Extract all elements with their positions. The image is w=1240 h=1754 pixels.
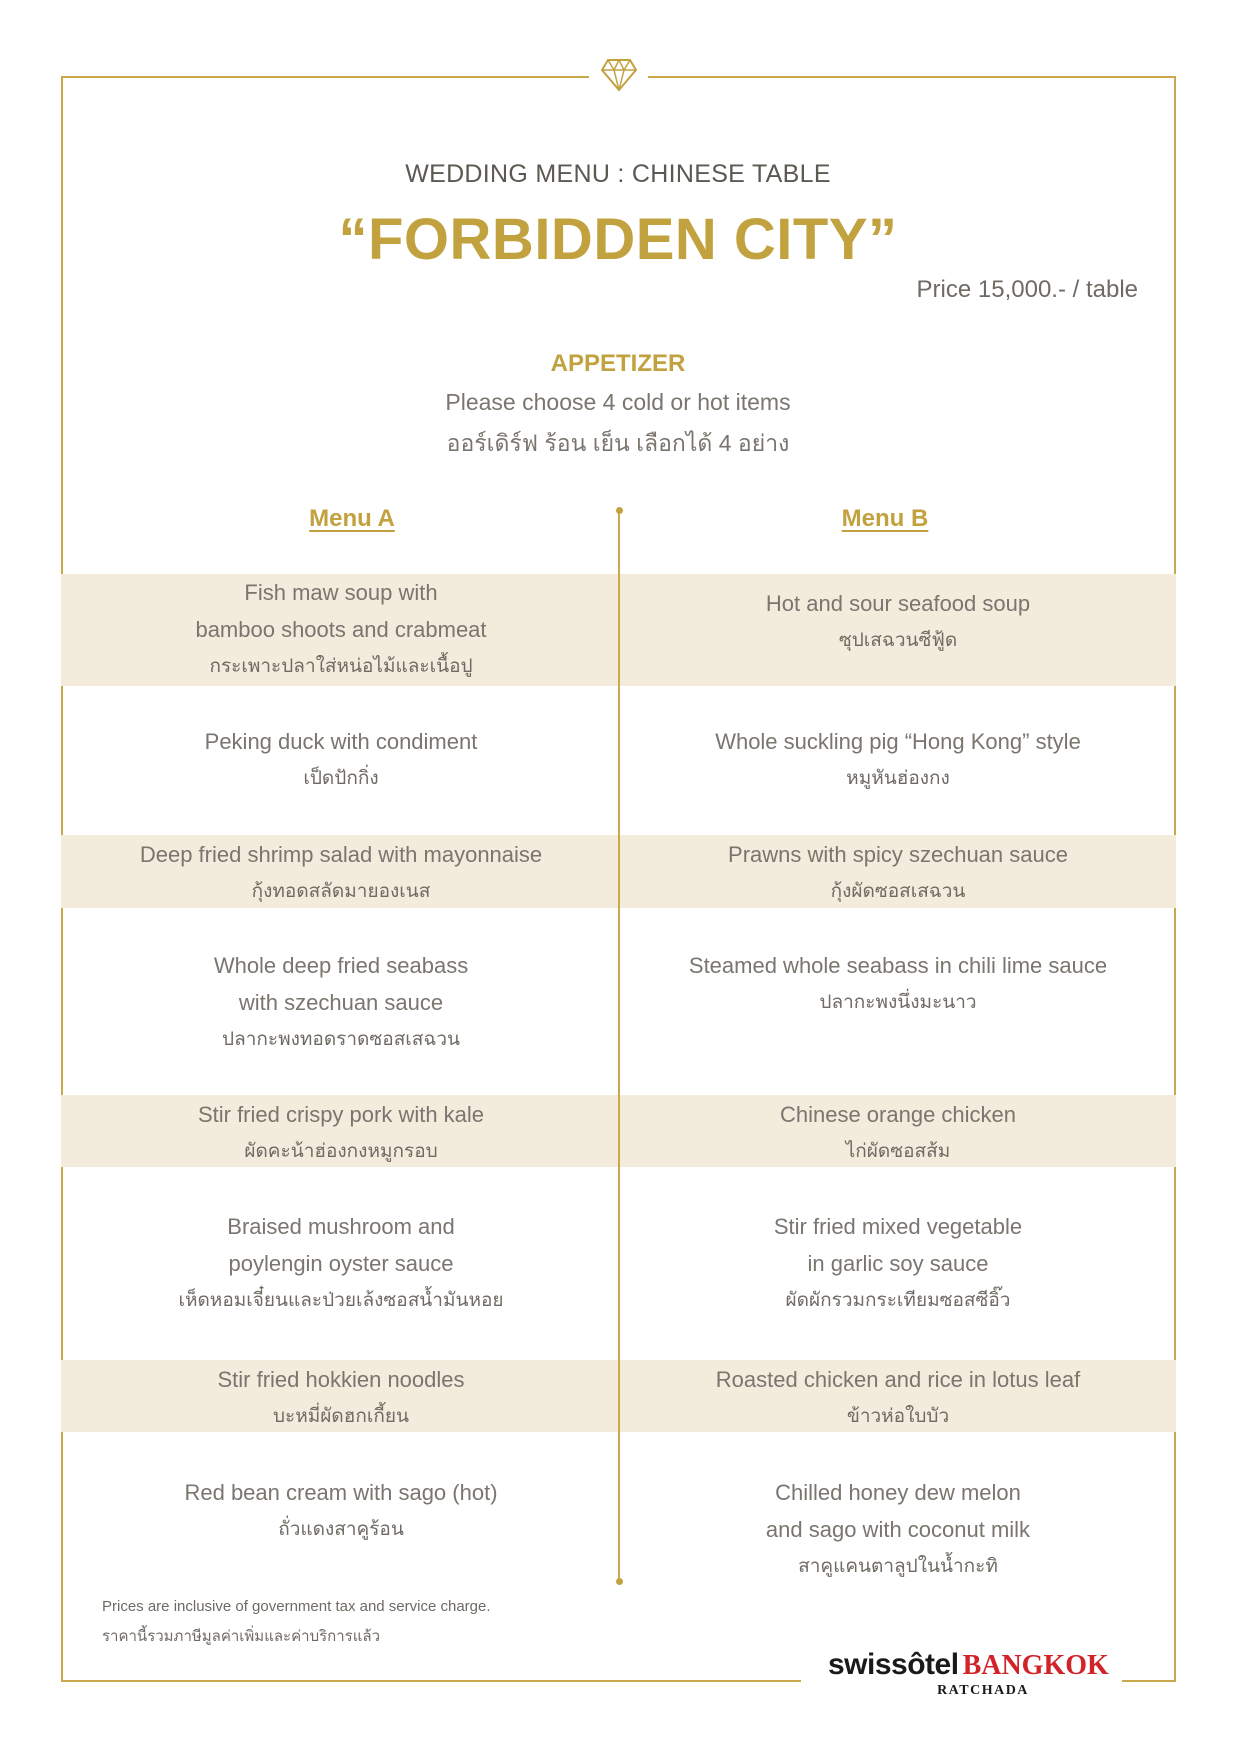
menu-b-item	[620, 1474, 1176, 1585]
menu-b-item	[620, 836, 1176, 910]
item-name-th: ปลากะพงนึ่งมะนาว	[819, 992, 977, 1013]
item-name-th: กระเพาะปลาใส่หน่อไม้และเนื้อปู	[209, 656, 473, 677]
item-name-th: ผัดคะน้าฮ่องกงหมูกรอบ	[244, 1141, 438, 1162]
item-name: Chilled honey dew melon	[775, 1480, 1021, 1505]
menu-a-item	[63, 1208, 619, 1319]
diamond-heart-icon	[599, 56, 639, 92]
item-name-line2: with szechuan sauce	[238, 990, 444, 1015]
menu-subtitle: WEDDING MENU : CHINESE TABLE	[405, 160, 831, 188]
hotel-logo	[828, 1648, 1118, 1682]
item-name: Peking duck with condiment	[204, 729, 478, 754]
frame-border-bottom-right	[1122, 1680, 1176, 1682]
item-name-th: ข้าวห่อใบบัว	[846, 1406, 950, 1427]
logo-location: RATCHADA	[937, 1683, 1029, 1698]
item-name-th: บะหมี่ผัดฮกเกี้ยน	[272, 1406, 409, 1427]
item-name: Stir fried hokkien noodles	[217, 1367, 465, 1392]
item-name: Whole deep fried seabass	[213, 953, 469, 978]
item-name: Braised mushroom and	[227, 1214, 455, 1239]
frame-border-top-left	[61, 76, 589, 78]
item-name-th: ไก่ผัดซอสส้ม	[845, 1141, 951, 1162]
menu-price: Price 15,000.- / table	[916, 276, 1138, 303]
item-name: Prawns with spicy szechuan sauce	[728, 842, 1068, 867]
item-name: Roasted chicken and rice in lotus leaf	[715, 1367, 1081, 1392]
item-name-line2: in garlic soy sauce	[807, 1251, 989, 1276]
frame-border-top-right	[648, 76, 1176, 78]
item-name-th: ผัดผักรวมกระเทียมซอสซีอิ๊ว	[785, 1290, 1011, 1311]
menu-b-heading: Menu B	[841, 505, 929, 532]
item-name-th: กุ้งผัดซอสเสฉวน	[830, 881, 966, 902]
item-name-th: เห็ดหอมเจี๋ยนและป่วยเล้งซอสน้ำมันหอย	[178, 1290, 504, 1311]
menu-b-item	[620, 585, 1176, 659]
menu-a-item	[63, 1096, 619, 1170]
menu-b-item	[620, 947, 1176, 1021]
item-name-line2: bamboo shoots and crabmeat	[195, 617, 487, 642]
item-name-line2: and sago with coconut milk	[765, 1517, 1031, 1542]
menu-title: “FORBIDDEN CITY”	[338, 207, 898, 272]
logo-city: BANGKOK	[962, 1650, 1109, 1681]
menu-b-item	[620, 1208, 1176, 1319]
menu-a-item	[63, 836, 619, 910]
menu-a-item	[63, 1361, 619, 1435]
item-name-line2: poylengin oyster sauce	[228, 1251, 454, 1276]
menu-b-item	[620, 1096, 1176, 1170]
divider-dot-top	[616, 507, 623, 514]
item-name: Stir fried mixed vegetable	[773, 1214, 1023, 1239]
frame-border-bottom-left	[61, 1680, 801, 1682]
item-name: Red bean cream with sago (hot)	[184, 1480, 498, 1505]
item-name: Stir fried crispy pork with kale	[197, 1102, 485, 1127]
item-name-th: ปลากะพงทอดราดซอสเสฉวน	[222, 1029, 460, 1050]
menu-a-item	[63, 574, 619, 685]
menu-b-item	[620, 723, 1176, 797]
item-name: Hot and sour seafood soup	[765, 591, 1031, 616]
section-title: APPETIZER	[550, 350, 686, 377]
item-name: Steamed whole seabass in chili lime sauce	[688, 953, 1108, 978]
footnote-th: ราคานี้รวมภาษีมูลค่าเพิ่มและค่าบริการแล้ว	[102, 1628, 380, 1645]
item-name-th: สาคูแคนตาลูปในน้ำกะทิ	[798, 1556, 998, 1577]
item-name: Deep fried shrimp salad with mayonnaise	[139, 842, 543, 867]
menu-a-item	[63, 947, 619, 1058]
item-name-th: กุ้งทอดสลัดมายองเนส	[251, 881, 431, 902]
item-name: Whole suckling pig “Hong Kong” style	[715, 729, 1081, 754]
item-name-th: หมูหันฮ่องกง	[846, 768, 950, 789]
menu-a-item	[63, 723, 619, 797]
item-name: Chinese orange chicken	[779, 1102, 1017, 1127]
menu-b-item	[620, 1361, 1176, 1435]
menu-a-item	[63, 1474, 619, 1548]
menu-a-heading: Menu A	[309, 505, 395, 532]
item-name-th: เป็ดปักกิ่ง	[303, 768, 379, 789]
logo-brand: swissôtel	[828, 1648, 959, 1681]
item-name-th: ถั่วแดงสาคูร้อน	[278, 1519, 404, 1540]
section-instruction-en: Please choose 4 cold or hot items	[445, 389, 791, 415]
footnote-en: Prices are inclusive of government tax and service charge.	[102, 1598, 491, 1615]
item-name: Fish maw soup with	[244, 580, 438, 605]
section-instruction-th: ออร์เดิร์ฟ ร้อน เย็น เลือกได้ 4 อย่าง	[446, 430, 790, 456]
item-name-th: ซุปเสฉวนซีฟู้ด	[838, 630, 958, 651]
